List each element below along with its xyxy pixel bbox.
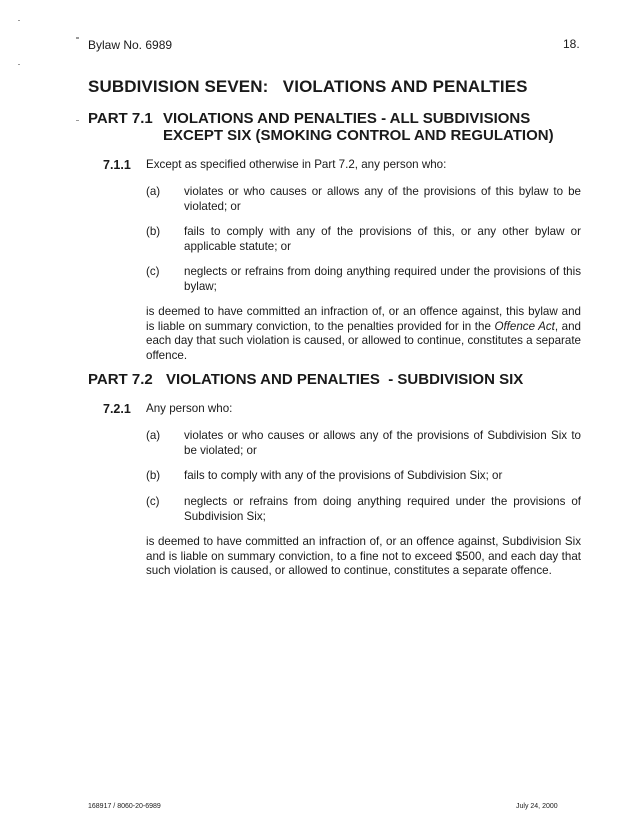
document-reference: 168917 / 8060-20-6989	[88, 803, 161, 810]
scan-speck	[18, 20, 20, 21]
part-7-2-title: VIOLATIONS AND PENALTIES - SUBDIVISION SIX	[166, 371, 524, 388]
section-7-1-1-number: 7.1.1	[103, 158, 131, 172]
scan-speck	[76, 120, 79, 121]
list-item	[184, 429, 581, 458]
section-7-2-1-intro: Any person who:	[146, 402, 233, 415]
section-7-1-1-intro: Except as specified otherwise in Part 7.2, any person who:	[146, 158, 447, 171]
list-item	[184, 225, 581, 254]
scan-speck	[76, 37, 79, 39]
item-line: violates or who causes or allows any of the provisions of this bylaw to be	[184, 185, 581, 198]
part-7-2-number: PART 7.2	[88, 371, 153, 388]
closing-line: is deemed to have committed an infraction of, or an offence against, this bylaw and	[146, 305, 581, 318]
closing-line: such violation is caused, or allowed to continue, constitutes a separate offence.	[146, 564, 552, 577]
item-line: bylaw;	[184, 279, 217, 293]
page-number: 18.	[563, 37, 580, 51]
item-line: neglects or refrains from doing anything required under the provisions of	[184, 495, 581, 508]
item-line: Subdivision Six;	[184, 509, 266, 523]
section-7-1-1-closing	[146, 305, 581, 363]
act-name: Offence Act	[494, 319, 555, 333]
footer-date: July 24, 2000	[516, 803, 558, 810]
item-line: violated; or	[184, 199, 241, 213]
closing-line	[146, 320, 581, 335]
closing-line: each day that such violation is caused, or allowed to continue, constitutes a separate	[146, 334, 581, 347]
item-label: (b)	[146, 469, 161, 482]
item-line: violates or who causes or allows any of the provisions of Subdivision Six to	[184, 429, 581, 442]
item-line: neglects or refrains from doing anything required under the provisions of this	[184, 265, 581, 278]
closing-text: , and	[554, 319, 581, 333]
item-line: fails to comply with any of the provisions of Subdivision Six; or	[184, 469, 503, 482]
list-item	[184, 495, 581, 524]
item-label: (a)	[146, 429, 161, 442]
bylaw-number: Bylaw No. 6989	[88, 38, 173, 52]
list-item	[184, 469, 581, 484]
part-7-1-title-line2: EXCEPT SIX (SMOKING CONTROL AND REGULATION)	[163, 127, 554, 144]
item-label: (c)	[146, 265, 160, 278]
item-line: fails to comply with any of the provisions of this, or any other bylaw or	[184, 225, 581, 238]
part-7-1-number: PART 7.1	[88, 110, 153, 127]
item-label: (a)	[146, 185, 161, 198]
section-7-2-1-number: 7.2.1	[103, 402, 131, 416]
section-7-2-1-closing	[146, 535, 581, 579]
item-label: (b)	[146, 225, 161, 238]
list-item	[184, 265, 581, 294]
subdivision-title: SUBDIVISION SEVEN: VIOLATIONS AND PENALTIES	[88, 77, 528, 96]
closing-line: and is liable on summary conviction, to a fine not to exceed $500, and each day that	[146, 549, 581, 563]
closing-line: is deemed to have committed an infraction of, or an offence against, Subdivision Six	[146, 535, 581, 548]
part-7-1-title-line1: VIOLATIONS AND PENALTIES - ALL SUBDIVISIONS	[163, 110, 531, 127]
list-item	[184, 185, 581, 214]
item-label: (c)	[146, 495, 160, 508]
scan-speck	[18, 64, 20, 65]
closing-text: is liable on summary conviction, to the penalties provided for in the	[146, 319, 495, 333]
item-line: applicable statute; or	[184, 239, 291, 253]
closing-line: offence.	[146, 348, 188, 362]
item-line: be violated; or	[184, 443, 257, 457]
